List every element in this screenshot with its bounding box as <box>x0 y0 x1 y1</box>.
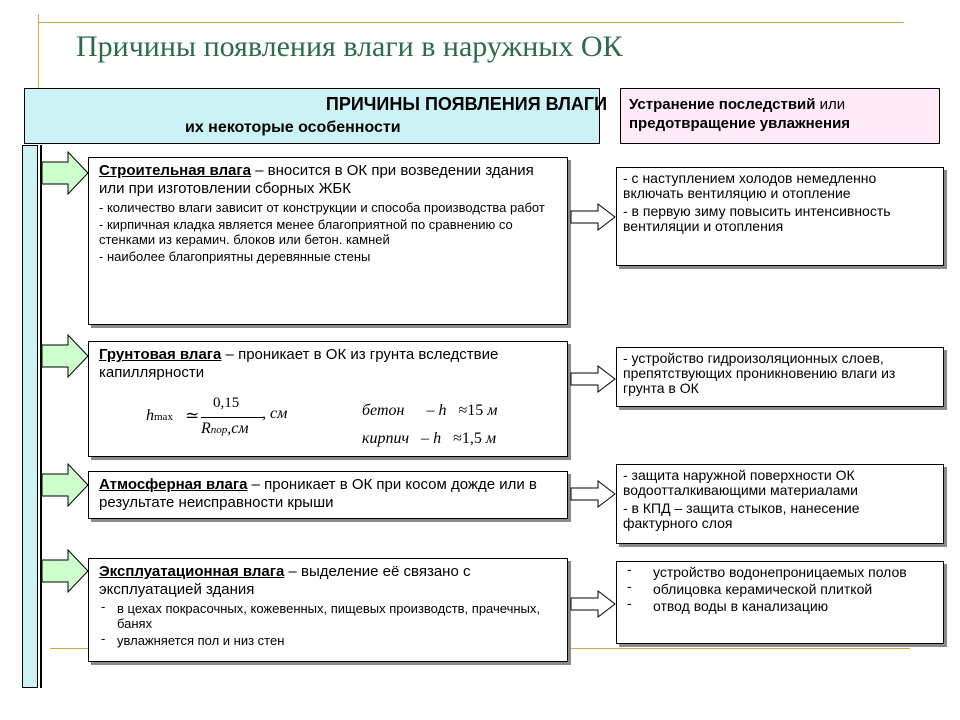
row-approx: ≈ <box>453 430 462 447</box>
cause-note: - количество влаги зависит от конструкции и способа производства работ <box>99 200 545 215</box>
cause-name: Эксплуатационная влага <box>99 563 285 580</box>
formula-max: max <box>154 411 173 423</box>
cause-card-operational <box>88 558 568 662</box>
right-arrow-icon <box>570 365 616 393</box>
right-arrow-icon <box>570 203 616 231</box>
connector-line <box>40 145 42 688</box>
row-dash: – h <box>426 402 447 419</box>
green-arrow-icon <box>40 462 90 508</box>
cause-note: - наиболее благоприятны деревянные стены <box>99 249 371 264</box>
cause-description: – проникает в ОК из грунта вследствие капиллярности <box>99 346 499 381</box>
formula-approx: ≃ <box>185 406 200 425</box>
remedies-header <box>620 88 940 144</box>
cause-card-construction <box>88 157 568 325</box>
causes-header-subtitle: их некоторые особенности <box>185 119 401 136</box>
material-concrete: бетон <box>362 402 405 419</box>
fraction-bar <box>201 417 263 418</box>
cause-title <box>99 346 557 382</box>
list-item: - отвод воды в канализацию <box>623 599 937 614</box>
remedy-text: - защита наружной поверхности ОК водоотталкивающими материалами <box>623 467 858 498</box>
formula-r-unit: ,см <box>227 420 249 437</box>
causes-header-title: ПРИЧИНЫ ПОЯВЛЕНИЯ ВЛАГИ <box>325 94 607 114</box>
cause-description: – выделение её связано с эксплуатацией здания <box>99 563 471 598</box>
remedies-header-line2: предотвращение увлажнения <box>629 115 851 132</box>
remedies-header-rest: или <box>815 96 846 113</box>
row-unit: м <box>485 430 497 447</box>
decorative-top-line <box>38 22 904 23</box>
cause-note: - кирпичная кладка является менее благоприятной по сравнению со стенками из керамич. блоков или бетон. камней <box>99 217 513 247</box>
cause-description: – вносится в ОК при возведении здания или при изготовлении сборных ЖБК <box>99 162 534 197</box>
list-item: - устройство водонепроницаемых полов <box>623 565 937 580</box>
remedy-text: - устройство гидроизоляционных слоев, препятствующих проникновению влаги из грунта в ОК <box>623 350 896 396</box>
formula-h: h <box>146 407 154 424</box>
right-arrow-icon <box>570 590 616 618</box>
formula-r: R <box>201 420 211 437</box>
remedy-card-ground <box>616 347 944 407</box>
list-item: - в цехах покрасочных, кожевенных, пищевых производств, прачечных, банях <box>99 601 557 631</box>
formula-numerator: 0,15 <box>213 395 240 411</box>
slide-title: Причины появления влаги в наружных ОК <box>76 30 623 63</box>
green-arrow-icon <box>40 150 90 196</box>
formula-unit: , см <box>262 405 288 422</box>
remedy-card-construction <box>616 167 944 266</box>
remedy-text: - с наступлением холодов немедленно включать вентиляцию и отопление <box>623 170 877 201</box>
row-value: 15 <box>467 402 484 419</box>
material-brick: кирпич <box>362 430 410 447</box>
list-item: - облицовка керамической плиткой <box>623 582 937 597</box>
row-approx: ≈ <box>458 402 468 419</box>
cause-title <box>99 162 557 198</box>
cause-description: – проникает в ОК при косом дожде или в результате неисправности крыши <box>99 476 537 511</box>
causes-header <box>24 88 607 144</box>
formula-r-sub: пор <box>210 424 228 436</box>
right-arrow-icon <box>570 480 616 508</box>
remedy-text: - в КПД – защита стыков, нанесение фактурного слоя <box>623 500 860 531</box>
cause-items <box>99 601 557 648</box>
list-item: - увлажняется пол и низ стен <box>99 633 557 648</box>
row-unit: м <box>487 402 498 419</box>
row-dash: – h <box>421 430 442 447</box>
cause-name: Строительная влага <box>99 162 251 179</box>
cause-title <box>99 476 557 512</box>
remedy-card-operational <box>616 561 944 644</box>
cause-card-atmospheric <box>88 471 568 519</box>
green-arrow-icon <box>40 333 90 379</box>
remedy-items <box>623 565 937 614</box>
remedies-header-bold: Устранение последствий <box>629 96 816 113</box>
remedy-text: - в первую зиму повысить интенсивность вентиляции и отопления <box>623 203 891 234</box>
row-value: 1,5 <box>461 430 482 447</box>
vertical-connector-bar <box>22 145 38 688</box>
cause-name: Грунтовая влага <box>99 346 222 363</box>
green-arrow-icon <box>40 548 90 594</box>
cause-name: Атмосферная влага <box>99 476 248 493</box>
cause-title <box>99 563 557 599</box>
remedy-card-atmospheric <box>616 464 944 544</box>
